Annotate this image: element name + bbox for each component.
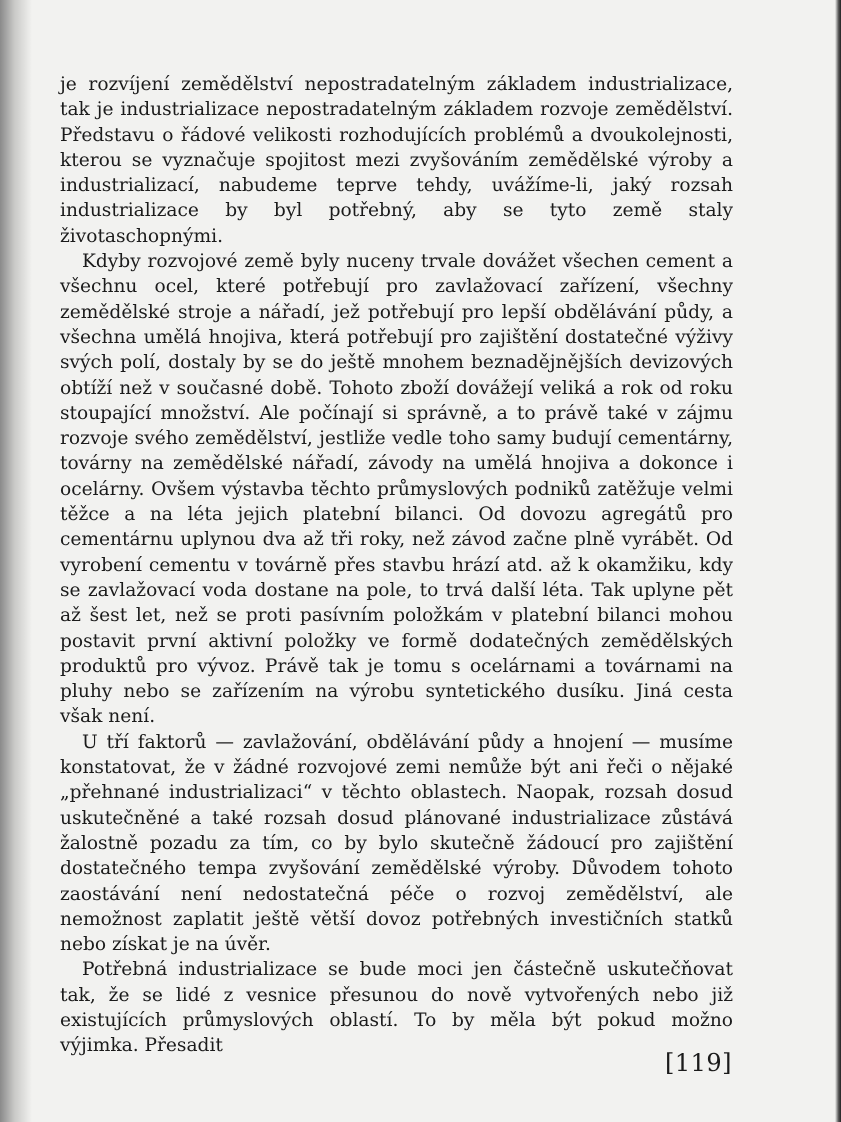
paragraph-4: Potřebná industrializace se bude moci jen částečně uskutečňovat tak, že se lidé z vesnice přesunou do nově vytvořených nebo již existujících průmyslových oblastí. To by měla být pokud možno výjimka. Přesadit <box>60 959 733 1057</box>
body-text <box>60 72 733 1059</box>
paragraph-1: je rozvíjení zemědělství nepostradatelným základem industrializace, tak je industrializace nepostradatelným základem rozvoje zemědělství. Představu o řádové velikosti rozhodujících problémů a dvoukolejnosti, kterou se vyznačuje spojitost mezi zvyšováním zemědělské výroby a industrializací, nabudeme teprve tehdy, uvážíme-li, jaký rozsah industrializace by byl potřebný, aby se tyto země staly životaschopnými. <box>60 74 733 247</box>
paragraph-2: Kdyby rozvojové země byly nuceny trvale dovážet všechen cement a všechnu ocel, které potřebují pro zavlažovací zařízení, všechny zemědělské stroje a nářadí, jež potřebují pro lepší obdělávání půdy, a všechna umělá hnojiva, která potřebují pro zajištění dostatečné výživy svých polí, dostaly by se do ještě mnohem beznadějnějších devizových obtíží než v současné době. Tohoto zboží dovážejí veliká a rok od roku stoupající množství. Ale počínají si správně, a to právě také v zájmu rozvoje svého zemědělství, jestliže vedle toho samy budují cementárny, továrny na zemědělské nářadí, závody na umělá hnojiva a dokonce i ocelárny. Ovšem výstavba těchto průmyslových podniků zatěžuje velmi těžce a na léta jejich platební bilanci. Od dovozu agregátů pro cementárnu uplynou dva až tři roky, než závod začne plně vyrábět. Od vyrobení cementu v továrně přes stavbu hrází atd. až k okamžiku, kdy se zavlažovací voda dostane na pole, to trvá další léta. Tak uplyne pět až šest let, než se proti pasívním položkám v platební bilanci mohou postavit první aktivní položky ve formě dodatečných zemědělských produktů pro vývoz. Právě tak je tomu s ocelárnami a továrnami na pluhy nebo se zařízením na výrobu syntetického dusíku. Jiná cesta však není. <box>60 251 733 728</box>
paragraph-3: U tří faktorů — zavlažování, obdělávání půdy a hnojení — musíme konstatovat, že v žádné rozvojové zemi nemůže být ani řeči o nějaké „přehnané industrializaci“ v těchto oblastech. Naopak, rozsah dosud uskutečněné a také rozsah dosud plánované industrializace zůstává žalostně pozadu za tím, co by bylo skutečně žádoucí pro zajištění dostatečného tempa zvyšování zemědělské výroby. Důvodem tohoto zaostávání není nedostatečná péče o rozvoj zemědělství, ale nemožnost zaplatit ještě větší dovoz potřebných investičních statků nebo získat je na úvěr. <box>60 731 733 956</box>
page-number: [119] <box>665 1049 733 1077</box>
page-edge <box>835 0 841 1122</box>
page-gutter-shadow <box>0 0 32 1122</box>
